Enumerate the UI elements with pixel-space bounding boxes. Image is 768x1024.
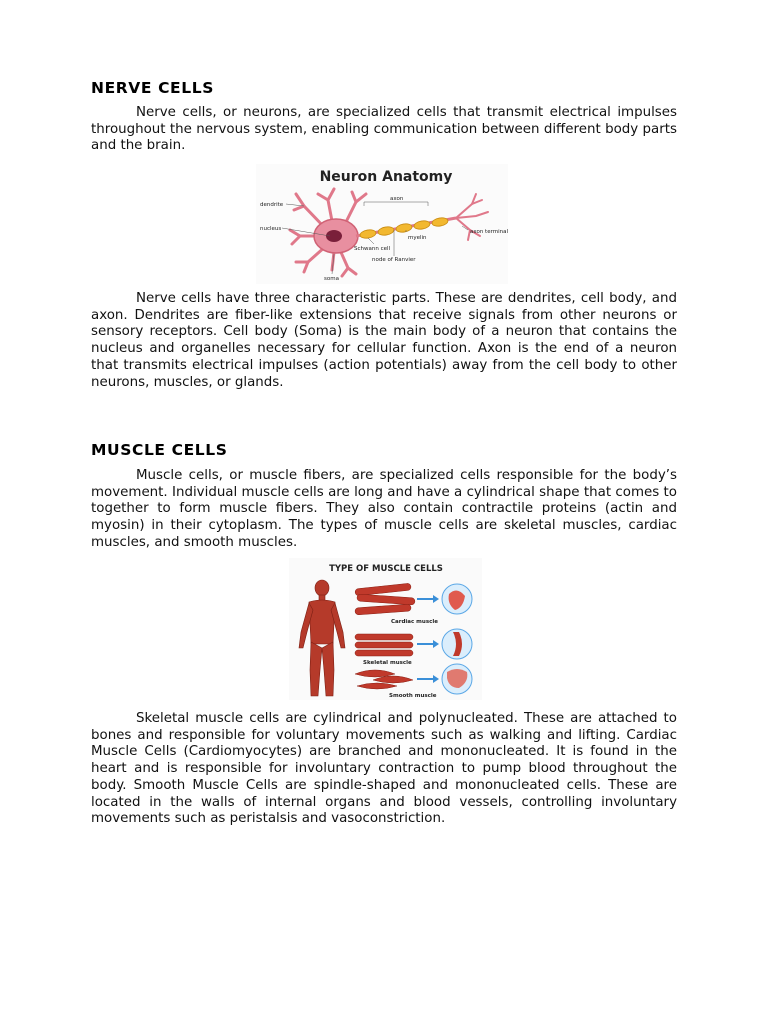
label-nucleus: nucleus [260,226,282,232]
neuron-anatomy-figure [256,164,508,284]
nerve-cells-heading: NERVE CELLS [91,79,214,97]
label-axon: axon [390,196,404,202]
muscle-figure-title: TYPE OF MUSCLE CELLS [329,564,443,574]
muscle-diagram [289,558,482,700]
neuron-diagram [256,164,508,284]
label-cardiac-muscle: Cardiac muscle [391,619,438,625]
nerve-cells-body: Nerve cells have three characteristic parts. These are dendrites, cell body, and axon. Dendrites are fiber-like extensions that receive signals from other neurons or sensory receptors. Cell body (Soma) is the main body of a neuron that contains the nucleus and organelles necessary for cellular function. Axon is the end of a neuron that transmits electrical impulses (action potentials) away from the cell body to other neurons, muscles, or glands. [91,291,677,390]
neuron-figure-title: Neuron Anatomy [319,169,453,185]
label-soma: soma [324,276,339,282]
muscle-types-figure [289,558,482,700]
label-myelin: myelin [408,235,427,241]
label-axon-terminal: axon terminal [470,229,508,235]
label-node-of-ranvier: node of Ranvier [372,257,416,263]
nerve-cells-intro: Nerve cells, or neurons, are specialized cells that transmit electrical impulses throughout the nervous system, enabling communication between different body parts and the brain. [91,105,677,154]
label-smooth-muscle: Smooth muscle [389,693,437,699]
skeletal-muscle-cells [355,634,413,656]
muscle-cells-intro: Muscle cells, or muscle fibers, are specialized cells responsible for the body’s movement. Individual muscle cells are long and have a cylindrical shape that comes to together to form muscle fibers. They also contain contractile proteins (actin and myosin) in their cytoplasm. The types of muscle cells are skeletal muscles, cardiac muscles, and smooth muscles. [91,468,677,550]
label-skeletal-muscle: Skeletal muscle [363,660,412,666]
muscle-cells-body: Skeletal muscle cells are cylindrical and polynucleated. These are attached to bones and responsible for voluntary movements such as walking and lifting. Cardiac Muscle Cells (Cardiomyocytes) are branched and mononucleated. It is found in the heart and is responsible for involuntary contraction to pump blood throughout the body. Smooth Muscle Cells are spindle-shaped and mononucleated cells. These are located in the walls of internal organs and blood vessels, controlling involuntary movements such as peristalsis and vasoconstriction. [91,711,677,827]
label-schwann-cell: Schwann cell [354,246,391,252]
label-dendrite: dendrite [260,202,284,208]
nucleus-shape [326,230,342,242]
cardiac-muscle-cells [355,583,415,615]
muscle-cells-heading: MUSCLE CELLS [91,441,228,459]
